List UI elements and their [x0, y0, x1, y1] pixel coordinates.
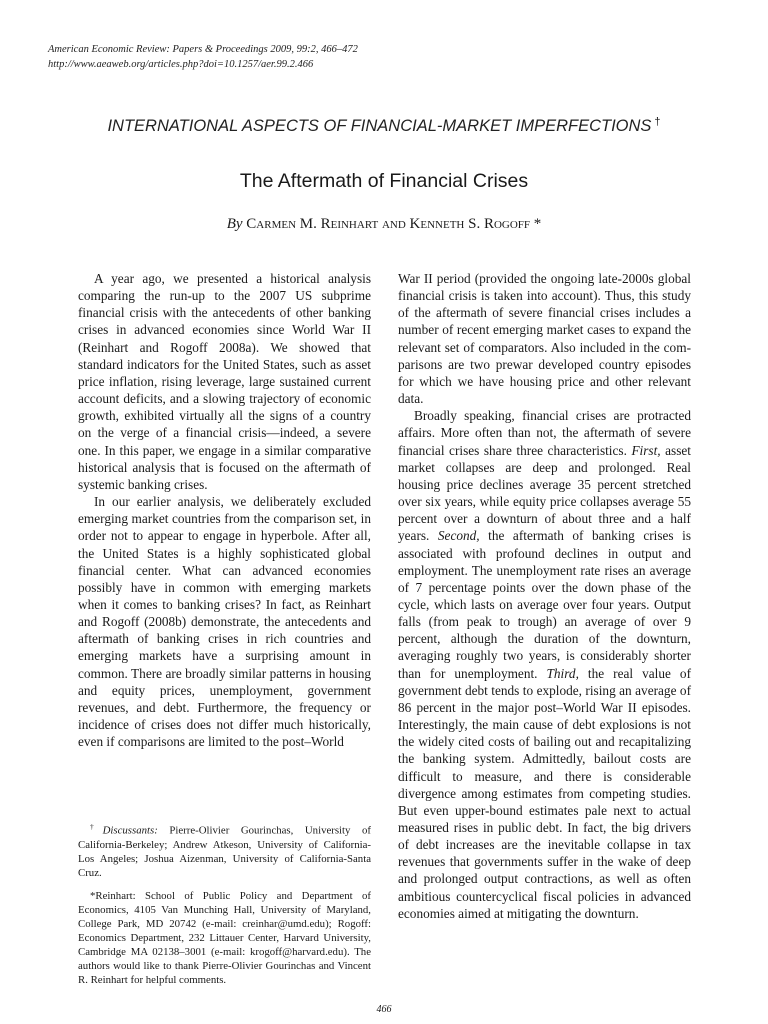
paragraph: [398, 407, 691, 922]
section-title-text: INTERNATIONAL ASPECTS OF FINANCIAL-MARKET IMPERFECTIONS: [107, 117, 652, 135]
byline-authors: Carmen M. Reinhart and Kenneth S. Rogoff: [246, 216, 531, 232]
journal-header: [48, 42, 358, 72]
paragraph-text: asset market collapses are deep and prolonged. Real housing price declines average 35 percent stretched over six years, while equity price collapses average 55 percent over a downturn of about three and a half years.: [398, 442, 692, 544]
byline-mark: *: [533, 216, 542, 232]
footnote-author-affiliations: *Reinhart: School of Public Policy and Department of Economics, 4105 Van Munching Hall, University of Maryland, College Park, MD 20742 (e-mail: creinhar@umd.edu); Rogoff: Economics Department, 232 Littauer Center, Harvard University, Cambridge MA 02138–3001 (e-mail: krogoff@harvard.edu). The authors would like to thank Pierre-Olivier Gourinchas and Vincent R. Reinhart for helpful comments.: [78, 889, 371, 986]
article-title: The Aftermath of Financial Crises: [239, 170, 529, 192]
paragraph: A year ago, we presented a historical analysis comparing the run-up to the 2007 US subprime financial crisis with the antecedents of other banking crises in advanced economies since World War II (Reinhart and Rogoff 2008a). We showed that standard indicators for the United States, such as asset price inflation, rising leverage, large sustained current account deficits, and a slowing trajectory of economic growth, exhibited virtually all the signs of a country on the verge of a financial crisis—indeed, a severe one. In this paper, we engage in a similar comparative historical analysis that is focused on the aftermath of systemic banking crises.: [78, 271, 371, 492]
right-column: [398, 270, 691, 922]
paragraph-text: Broadly speaking, financial crises are protracted affairs. More often than not, the aftermath of severe financial crises share three characteristics.: [398, 408, 691, 458]
page-number: 466: [376, 1004, 392, 1015]
journal-citation: American Economic Review: Papers & Proceedings 2009, 99:2, 466–472: [48, 44, 358, 55]
section-title: [0, 116, 768, 136]
discussants-text: Pierre-Olivier Gourinchas, University of California-Berkeley; Andrew Atkeson, University of California-Los Angeles; Joshua Aizenman, University of California-Santa Cruz.: [78, 824, 371, 879]
paragraph: In our earlier analysis, we deliberately excluded emerging market countries from the comparison set, in order not to appear to engage in hyperbole. After all, the United States is a highly sophisticated global financial center. What can advanced economies possibly have in common with emerging markets when it comes to banking crises? In fact, as Reinhart and Rogoff (2008b) demonstrate, the antecedents and aftermath of banking crises in rich countries and emerging markets have a surprising amount in common. There are broadly similar patterns in housing and equity prices, unemployment, government revenues, and debt. Furthermore, the frequency or incidence of crises does not differ much historically, even if comparisons are limited to the post–World: [78, 494, 371, 750]
emphasis-third: Third,: [546, 665, 579, 681]
emphasis-first: First,: [631, 442, 661, 458]
byline-by: By: [226, 216, 243, 232]
section-dagger-mark: †: [654, 116, 661, 128]
emphasis-second: Second,: [437, 528, 480, 544]
discussants-label: Discussants:: [102, 824, 158, 837]
paragraph-text: the aftermath of banking crises is associated with profound declines in output and employment. The unemployment rate rises an average of 7 percentage points over the down phase of the cycle, which lasts on average over four years. Output falls (from peak to trough) an average of over 9 percent, although the duration of the downturn, averaging roughly two years, is considerably shorter than for unemployment.: [398, 528, 691, 681]
byline: [0, 216, 768, 233]
left-column: [78, 270, 371, 750]
footnote-discussants: [78, 820, 371, 880]
paragraph: War II period (provided the ongoing late-2000s global financial crisis is taken into account). Thus, this study of the aftermath of severe financial crises includes a number of recent emerging market cases to expand the relevant set of comparators. Also included in the comparisons are two prewar developed country episodes for which we have housing price and other relevant data.: [398, 271, 691, 407]
footnote-dagger: †: [90, 822, 103, 831]
article-url: http://www.aeaweb.org/articles.php?doi=10.1257/aer.99.2.466: [48, 59, 314, 70]
paragraph-text: the real value of government debt tends to explode, rising an average of 86 percent in the major post–World War II episodes. Interestingly, the main cause of debt explosions is not the widely cited costs of bailing out and recapitalizing the banking system. Admittedly, bailout costs are difficult to measure, and there is considerable divergence among estimates from competing studies. But even upper-bound estimates pale next to actual measured rises in public debt. In fact, the big drivers of debt increases are the inevitable collapse in tax revenues that governments suffer in the wake of deep and prolonged output contractions, as well as often ambitious countercyclical fiscal policies in advanced economies aimed at mitigating the downturn.: [398, 665, 691, 921]
footnotes: [78, 820, 371, 996]
